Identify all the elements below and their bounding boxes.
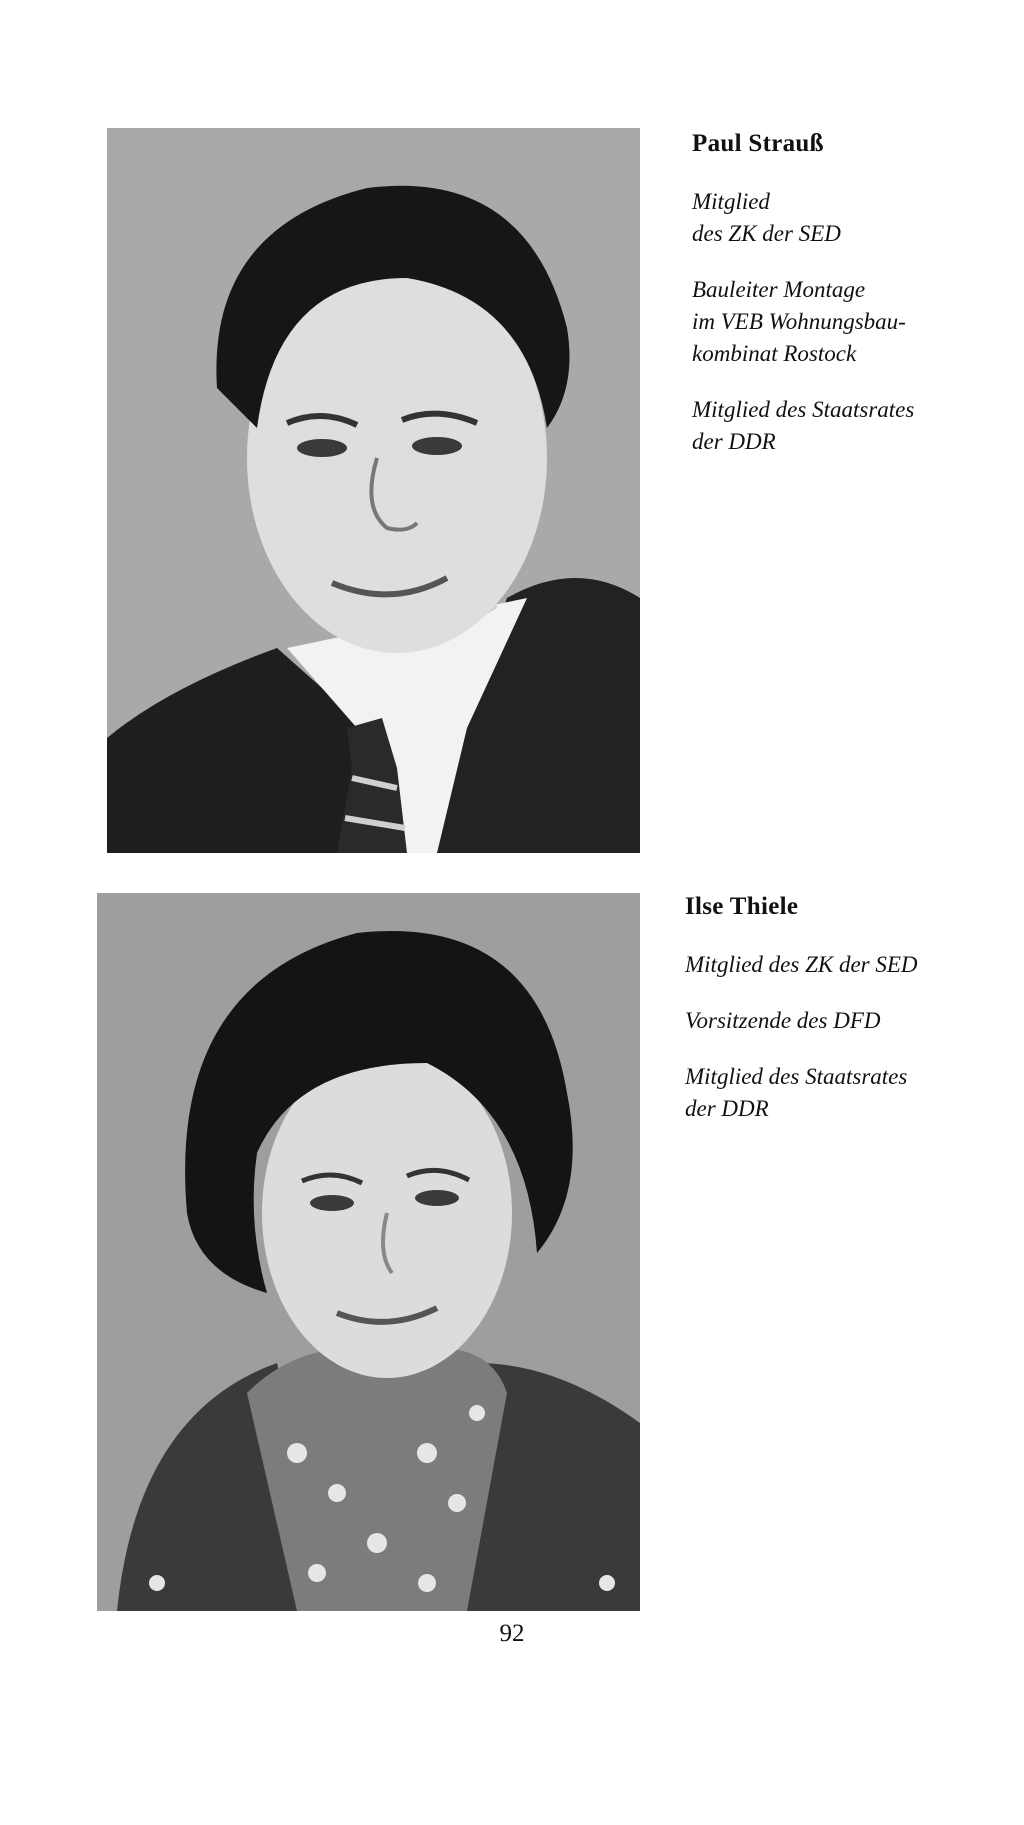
bio-line: Vorsitzende des DFD	[685, 1008, 881, 1033]
bio-line: im VEB Wohnungsbau-	[692, 309, 906, 334]
page-number: 92	[499, 1620, 525, 1647]
bio-entry	[692, 186, 1012, 250]
bio-line: der DDR	[685, 1096, 769, 1121]
bio-entry	[685, 1061, 1015, 1125]
person-name: Ilse Thiele	[685, 893, 799, 920]
bio-paul-strauss	[692, 130, 1012, 482]
person-name: Paul Strauß	[692, 130, 824, 157]
bio-line: des ZK der SED	[692, 221, 841, 246]
portrait-photo-paul-strauss	[107, 128, 640, 853]
bio-line: Mitglied	[692, 189, 770, 214]
bio-line: Bauleiter Montage	[692, 277, 866, 302]
bio-entry	[685, 949, 1015, 981]
bio-line: der DDR	[692, 429, 776, 454]
bio-ilse-thiele	[685, 893, 1015, 1149]
bio-entry	[692, 274, 1012, 370]
bio-entry	[685, 1005, 1015, 1037]
bio-line: Mitglied des ZK der SED	[685, 952, 918, 977]
bio-entry	[692, 394, 1012, 458]
bio-line: Mitglied des Staatsrates	[692, 397, 915, 422]
portrait-photo-ilse-thiele	[97, 893, 640, 1611]
bio-line: kombinat Rostock	[692, 341, 857, 366]
bio-line: Mitglied des Staatsrates	[685, 1064, 908, 1089]
